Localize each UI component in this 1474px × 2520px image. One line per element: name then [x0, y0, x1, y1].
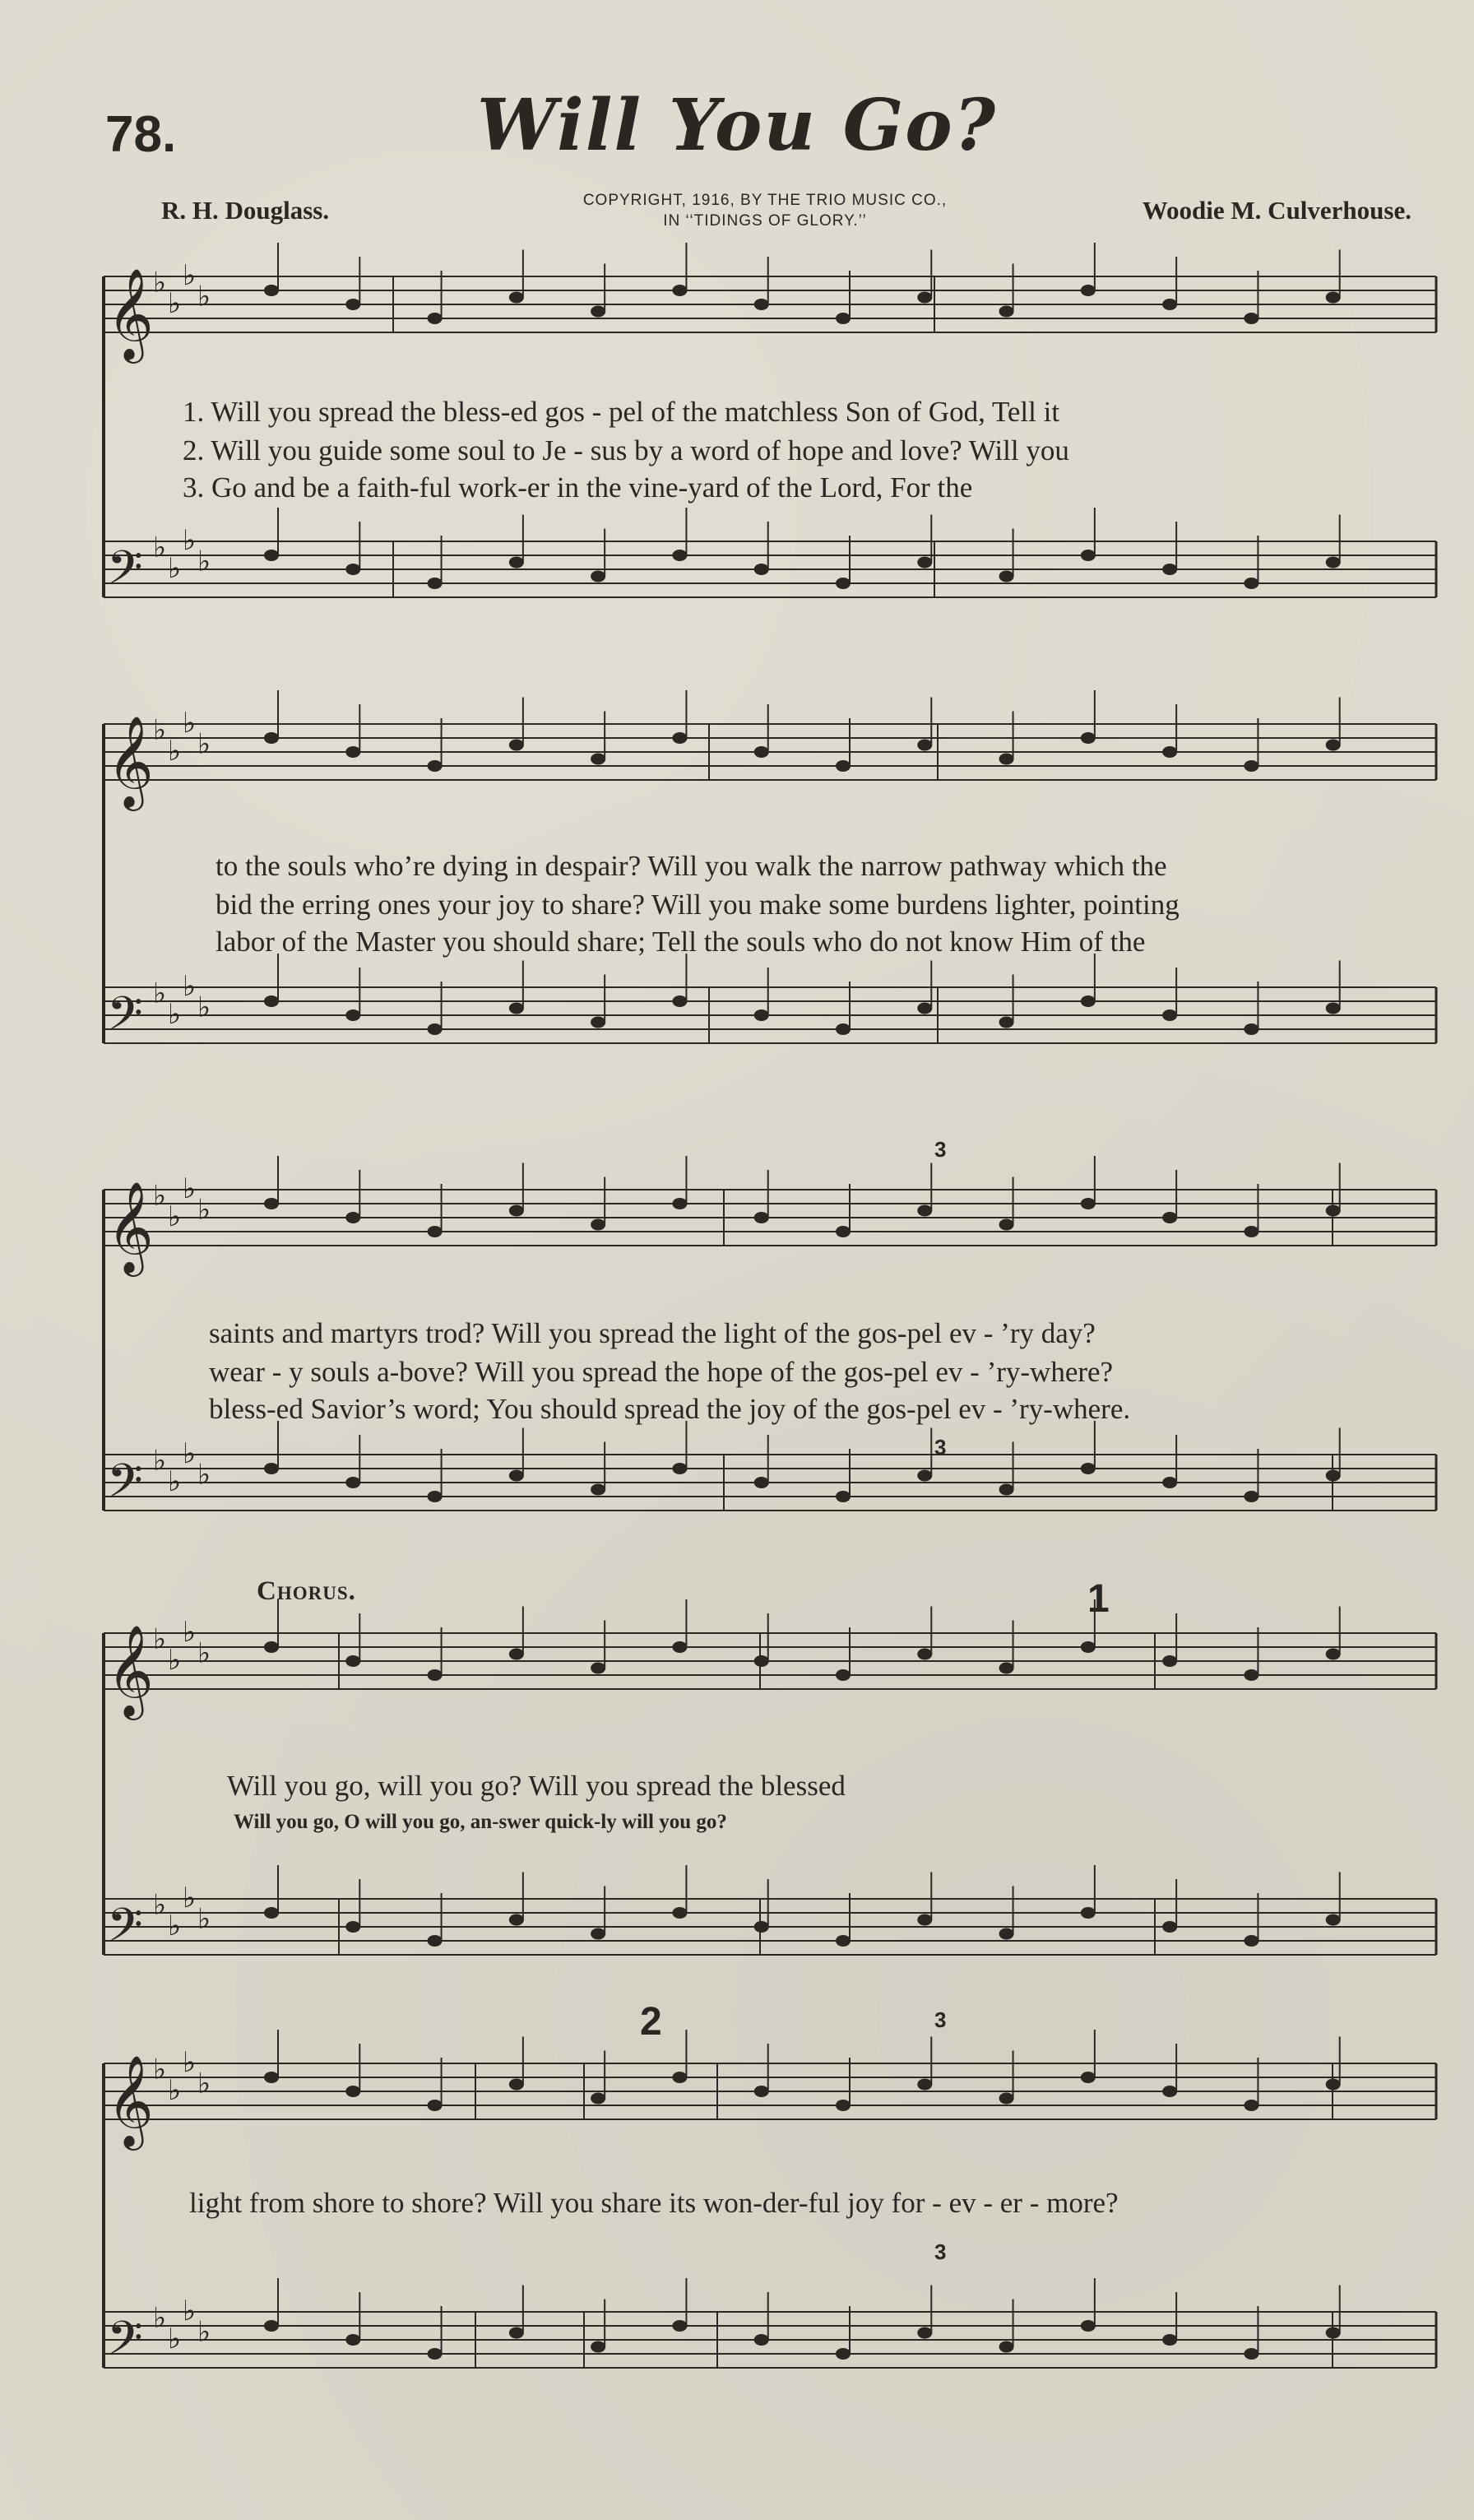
note-head [836, 578, 851, 589]
note-head [999, 2341, 1014, 2353]
note-head [428, 1669, 443, 1681]
note-head [999, 2093, 1014, 2105]
note-head [1326, 1649, 1341, 1660]
note-head [1244, 1669, 1258, 1681]
note-head [1244, 1023, 1258, 1035]
note-head [1081, 1463, 1096, 1474]
treble-clef: 𝄞 [107, 267, 154, 360]
note-head [999, 571, 1014, 582]
flat-sign: ♭ [183, 1882, 197, 1914]
flat-sign: ♭ [168, 2323, 182, 2355]
bass-clef: 𝄢 [107, 987, 143, 1052]
note-head [754, 1655, 769, 1667]
flat-sign: ♭ [153, 1179, 167, 1213]
note-head [672, 732, 687, 744]
note-head [672, 2072, 687, 2083]
flat-sign: ♭ [153, 266, 167, 299]
flat-sign: ♭ [153, 1444, 167, 1478]
verse-3-line-1: 3. Go and be a faith-ful work-er in the vine-yard of the Lord, For the [183, 471, 973, 504]
copyright-line-1: COPYRIGHT, 1916, BY THE TRIO MUSIC CO., [582, 192, 948, 209]
note-head [1326, 292, 1341, 304]
flat-sign: ♭ [168, 998, 182, 1031]
triplet-mark-4: 3 [934, 2239, 947, 2264]
treble-clef: 𝄞 [107, 2054, 154, 2146]
note-head [345, 1921, 360, 1933]
note-head [999, 1219, 1014, 1231]
note-head [1162, 1477, 1177, 1488]
note-head [345, 1477, 360, 1488]
note-head [591, 2341, 605, 2353]
note-head [591, 1219, 605, 1231]
note-head [509, 292, 524, 304]
flat-sign: ♭ [183, 1172, 197, 1205]
note-head [1081, 1641, 1096, 1653]
hymn-number: 78. [105, 106, 177, 163]
note-head [1162, 1655, 1177, 1667]
flat-sign: ♭ [168, 735, 182, 768]
note-head [917, 557, 932, 569]
note-head [1081, 2072, 1096, 2083]
composer-credit: R. H. Douglass. [161, 196, 330, 225]
clef-glyphs [107, 259, 211, 2377]
note-head [1244, 578, 1258, 589]
flat-sign: ♭ [197, 727, 211, 761]
note-head [428, 2348, 443, 2360]
note-head [428, 313, 443, 324]
note-head [754, 2086, 769, 2097]
note-head [264, 1641, 279, 1653]
note-head [1162, 1212, 1177, 1223]
note-head [1081, 2320, 1096, 2332]
note-head [1326, 1914, 1341, 1926]
note-head [1244, 1935, 1258, 1947]
note-head [754, 1921, 769, 1933]
verse-2-line-1: 2. Will you guide some soul to Je - sus by a word of hope and love? Will you [183, 434, 1069, 466]
note-head [509, 1914, 524, 1926]
bass-clef: 𝄢 [107, 2312, 143, 2377]
note-head [917, 1003, 932, 1014]
note-head [264, 550, 279, 561]
note-head [754, 1009, 769, 1021]
note-head [264, 732, 279, 744]
lyricist-credit: Woodie M. Culverhouse. [1142, 196, 1411, 225]
first-ending-mark: 1 [1087, 1577, 1110, 1621]
note-head [428, 1491, 443, 1502]
second-ending-mark: 2 [640, 2000, 662, 2044]
note-head [509, 1470, 524, 1482]
note-head [509, 740, 524, 751]
note-head [509, 1205, 524, 1217]
note-head [1244, 1226, 1258, 1237]
treble-clef: 𝄞 [107, 1624, 154, 1716]
flat-sign: ♭ [197, 2315, 211, 2349]
note-head [999, 1663, 1014, 1674]
treble-clef: 𝄞 [107, 1181, 154, 1273]
note-head [754, 746, 769, 758]
note-head [428, 1226, 443, 1237]
verse-2-line-2: bid the erring ones your joy to share? Will you make some burdens lighter, pointing [216, 889, 1180, 921]
note-head [836, 2100, 851, 2111]
note-head [836, 760, 851, 772]
note-head [1162, 1009, 1177, 1021]
note-head [1326, 740, 1341, 751]
note-head [1162, 564, 1177, 575]
note-head [591, 1484, 605, 1496]
note-head [428, 1935, 443, 1947]
flat-sign: ♭ [153, 713, 167, 747]
bass-clef: 𝄢 [107, 1899, 143, 1964]
note-head [999, 1017, 1014, 1028]
note-head [428, 2100, 443, 2111]
note-head [591, 571, 605, 582]
note-head [1081, 285, 1096, 296]
note-head [264, 285, 279, 296]
note-head [754, 1212, 769, 1223]
note-head [672, 1907, 687, 1919]
bass-clef: 𝄢 [107, 1455, 143, 1520]
note-head [917, 1470, 932, 1482]
verse-1-line-3: saints and martyrs trod? Will you spread the light of the gos-pel ev - ’ry day? [209, 1317, 1096, 1349]
note-head [836, 1226, 851, 1237]
note-head [836, 1023, 851, 1035]
note-head [917, 2079, 932, 2091]
note-head [1081, 550, 1096, 561]
note-head [836, 1935, 851, 1947]
note-head [917, 292, 932, 304]
note-head [1162, 2334, 1177, 2346]
verse-1-line-1: 1. Will you spread the bless-ed gos - pel of the matchless Son of God, Tell it [183, 396, 1060, 428]
note-head [1326, 1003, 1341, 1014]
flat-sign: ♭ [197, 1636, 211, 1670]
copyright-line-2: IN ‘‘TIDINGS OF GLORY.’’ [663, 211, 867, 230]
note-head [917, 740, 932, 751]
note-head [1244, 313, 1258, 324]
flat-sign: ♭ [183, 259, 197, 292]
note-head [264, 2320, 279, 2332]
flat-sign: ♭ [168, 1465, 182, 1498]
flat-sign: ♭ [183, 524, 197, 557]
flat-sign: ♭ [183, 1616, 197, 1649]
note-head [672, 2320, 687, 2332]
verse-3-line-3: bless-ed Savior’s word; You should spread the joy of the gos-pel ev - ’ry-where. [209, 1393, 1131, 1425]
verse-1-line-2: to the souls who’re dying in despair? Will you walk the narrow pathway which the [216, 850, 1167, 882]
flat-sign: ♭ [183, 2295, 197, 2327]
flat-sign: ♭ [197, 545, 211, 578]
note-head [264, 995, 279, 1007]
note-head [509, 2327, 524, 2339]
note-head [1081, 1907, 1096, 1919]
note-head [672, 550, 687, 561]
flat-sign: ♭ [197, 1902, 211, 1936]
flat-sign: ♭ [153, 977, 167, 1010]
flat-sign: ♭ [168, 1910, 182, 1942]
verse-3-line-2: labor of the Master you should share; Tell the souls who do not know Him of the [216, 926, 1146, 958]
flat-sign: ♭ [183, 1437, 197, 1470]
note-head [591, 1017, 605, 1028]
note-head [754, 299, 769, 310]
note-head [345, 2086, 360, 2097]
note-head [1326, 2327, 1341, 2339]
treble-clef: 𝄞 [107, 715, 154, 807]
flat-sign: ♭ [197, 1193, 211, 1227]
note-head [509, 1003, 524, 1014]
chorus-label: Chorus. [257, 1576, 356, 1606]
note-head [1081, 732, 1096, 744]
note-head [345, 299, 360, 310]
triplet-mark-2: 3 [934, 1435, 947, 1460]
note-head [999, 1928, 1014, 1940]
bass-clef: 𝄢 [107, 541, 143, 606]
hymn-title: Will You Go? [477, 84, 997, 167]
note-head [1162, 1921, 1177, 1933]
note-head [345, 1009, 360, 1021]
note-head [672, 995, 687, 1007]
flat-sign: ♭ [153, 1622, 167, 1656]
note-head [428, 578, 443, 589]
triplet-mark-1: 3 [934, 1137, 947, 1162]
note-head [754, 564, 769, 575]
flat-sign: ♭ [168, 287, 182, 320]
flat-sign: ♭ [197, 2067, 211, 2100]
flat-sign: ♭ [153, 2301, 167, 2335]
note-head [836, 2348, 851, 2360]
note-head [1326, 2079, 1341, 2091]
note-head [1244, 2348, 1258, 2360]
note-head [428, 1023, 443, 1035]
note-head [1081, 1198, 1096, 1209]
note-head [591, 1663, 605, 1674]
note-head [672, 1463, 687, 1474]
note-head [836, 1669, 851, 1681]
note-head [1326, 557, 1341, 569]
note-head [591, 2093, 605, 2105]
note-head [345, 746, 360, 758]
note-head [345, 564, 360, 575]
note-head [591, 754, 605, 765]
note-head [345, 1655, 360, 1667]
note-head [836, 313, 851, 324]
note-head [1326, 1205, 1341, 1217]
flat-sign: ♭ [153, 2053, 167, 2086]
flat-sign: ♭ [168, 1644, 182, 1677]
note-head [264, 1907, 279, 1919]
flat-sign: ♭ [197, 280, 211, 313]
note-head [999, 754, 1014, 765]
flat-sign: ♭ [168, 552, 182, 585]
chorus-line-1: Will you go, will you go? Will you spread the blessed [227, 1770, 846, 1802]
note-head [591, 1928, 605, 1940]
note-head [1081, 995, 1096, 1007]
note-head [754, 1477, 769, 1488]
note-head [672, 1198, 687, 1209]
note-head [264, 1198, 279, 1209]
note-head [1162, 299, 1177, 310]
chorus-bass-line: Will you go, O will you go, an-swer quick-ly will you go? [234, 1811, 727, 1833]
note-head [754, 2334, 769, 2346]
note-head [1162, 746, 1177, 758]
flat-sign: ♭ [183, 2046, 197, 2079]
note-head [1244, 1491, 1258, 1502]
flat-sign: ♭ [183, 970, 197, 1003]
note-head [1244, 2100, 1258, 2111]
note-head [591, 306, 605, 318]
note-head [917, 1914, 932, 1926]
note-head [672, 285, 687, 296]
flat-sign: ♭ [153, 1888, 167, 1922]
flat-sign: ♭ [168, 2074, 182, 2107]
note-head [264, 1463, 279, 1474]
flat-sign: ♭ [197, 1458, 211, 1492]
note-head [999, 306, 1014, 318]
flat-sign: ♭ [153, 531, 167, 564]
note-head [1244, 760, 1258, 772]
note-head [917, 1205, 932, 1217]
flat-sign: ♭ [168, 1200, 182, 1233]
note-head [345, 1212, 360, 1223]
note-head [672, 1641, 687, 1653]
note-head [917, 2327, 932, 2339]
note-head [509, 557, 524, 569]
note-heads [264, 243, 1341, 2360]
note-head [345, 2334, 360, 2346]
triplet-mark-3: 3 [934, 2007, 947, 2032]
note-head [428, 760, 443, 772]
note-head [917, 1649, 932, 1660]
note-head [509, 2079, 524, 2091]
chorus-line-2: light from shore to shore? Will you share its won-der-ful joy for - ev - er - more? [189, 2187, 1119, 2219]
verse-2-line-3: wear - y souls a-bove? Will you spread the hope of the gos-pel ev - ’ry-where? [209, 1356, 1114, 1388]
note-head [1326, 1470, 1341, 1482]
note-head [1162, 2086, 1177, 2097]
note-head [509, 1649, 524, 1660]
flat-sign: ♭ [183, 707, 197, 740]
flat-sign: ♭ [197, 991, 211, 1024]
note-head [264, 2072, 279, 2083]
note-head [999, 1484, 1014, 1496]
note-head [836, 1491, 851, 1502]
